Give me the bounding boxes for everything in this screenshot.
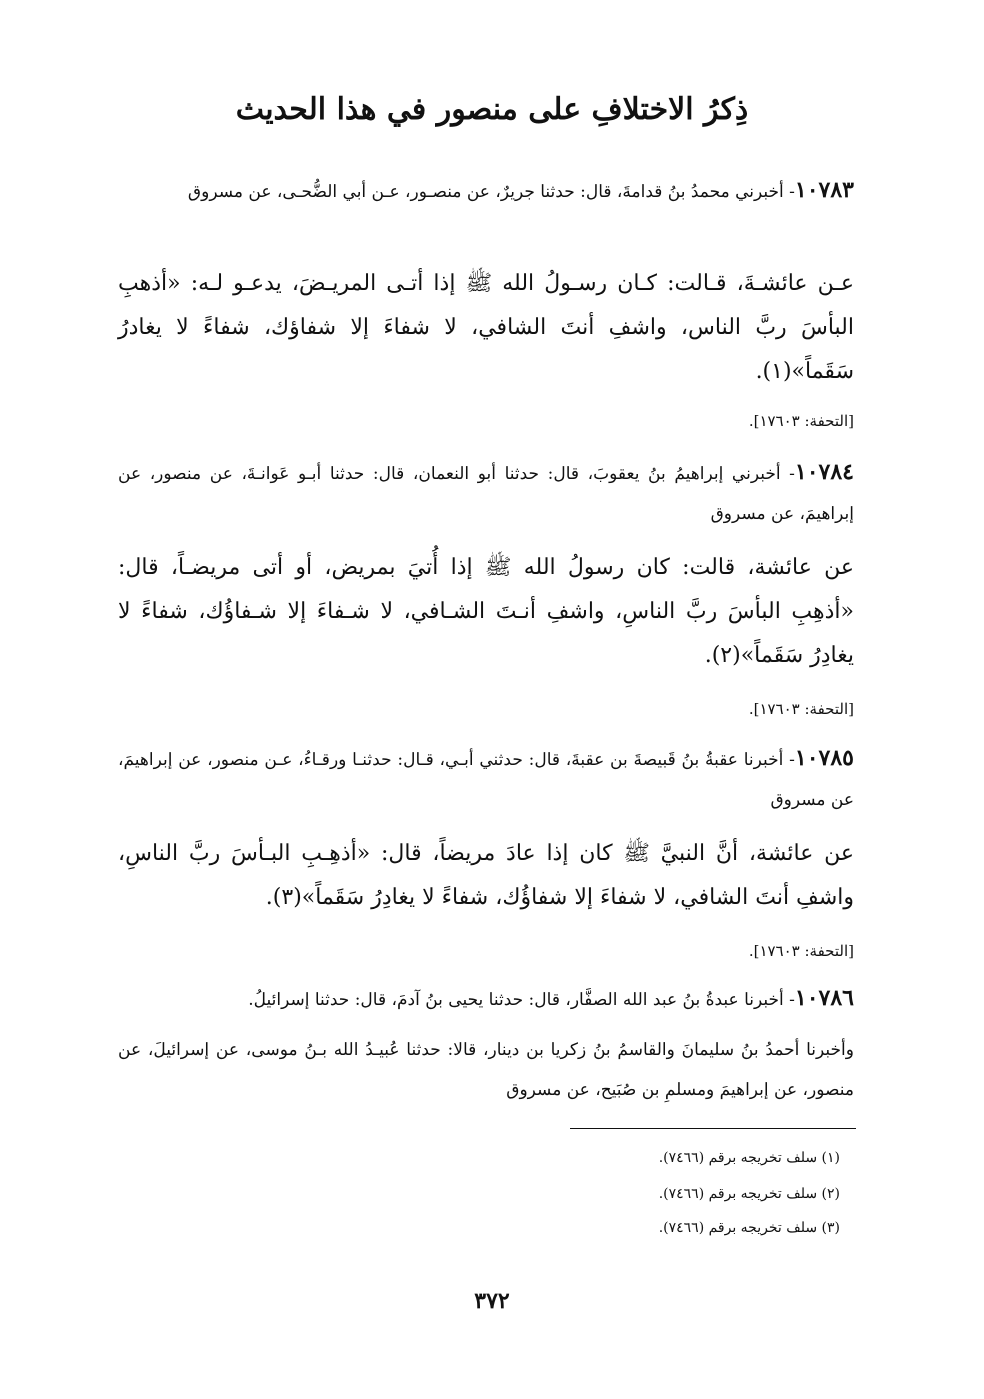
hadith-number: ١٠٧٨٤ <box>794 459 854 485</box>
hadith-matn: عـن عائشـةَ، قـالت: كـان رسـولُ الله ﷺ إذا أتـى المريـضَ، يدعـو لـه: «أذهبِ البأسَ ربَّ الناس، واشفِ أنتَ الشافي، لا شفاءَ إلا شفاؤك، شفاءً لا يغادرُ سَقَماً»(١). <box>118 271 854 384</box>
tuhfa-reference: [التحفة: ١٧٦٠٣]. <box>748 412 854 430</box>
hadith-isnad-continued: وأخبرنا أحمدُ بنُ سليمانَ والقاسمُ بنُ زكريا بن دينار، قالا: حدثنا عُبيـدُ الله بـنُ موسى، عن إسرائيلَ، عن منصور، عن إبراهيمَ ومسلمِ بن صُبَيح، عن مسروق <box>118 1040 854 1100</box>
isnad-text: - أخبرنا عبدةُ بنُ عبد الله الصفَّار، قال: حدثنا يحيى بنُ آدمَ، قال: حدثنا إسرائيلُ. <box>248 990 795 1010</box>
isnad-text: - أخبرني محمدُ بنُ قدامةَ، قال: حدثنا جريرٌ، عن منصـور، عـن أبي الضُّحـى، عن مسروق <box>187 182 795 202</box>
hadith-isnad <box>118 452 854 534</box>
tuhfa-reference: [التحفة: ١٧٦٠٣]. <box>748 942 854 960</box>
hadith-matn: عن عائشة، أنَّ النبيَّ ﷺ كان إذا عادَ مريضاً، قال: «أذهِـبِ البـأسَ ربَّ الناسِ، واشفِ أنتَ الشافي، لا شفاءَ إلا شفاؤُك، شفاءً لا يغادِرُ سَقَماً»(٣). <box>118 841 855 910</box>
footnote-divider <box>570 1128 856 1129</box>
footnote: (٣) سلف تخريجه برقم (٧٤٦٦). <box>658 1220 840 1236</box>
isnad-text: - أخبرنا عقبةُ بنُ قَبيصةَ بن عقبةَ، قال: حدثني أبـي، قـال: حدثنـا ورقـاءُ، عـن منصور، عن إبراهيمَ، عن مسروق <box>118 750 854 810</box>
hadith-number: ١٠٧٨٦ <box>794 985 854 1011</box>
hadith-matn: عن عائشة، قالت: كان رسولُ الله ﷺ إذا أُتيَ بمريض، أو أتى مريضـاً، قال: «أذهِبِ البأسَ ربَّ الناسِ، واشفِ أنـتَ الشـافي، لا شـفاءَ إلا شـفاؤُك، شفاءً لا يغادِرُ سَقَماً»(٢). <box>118 555 854 668</box>
section-heading: ذِكرُ الاختلافِ على منصور في هذا الحديث <box>235 92 749 127</box>
tuhfa-reference: [التحفة: ١٧٦٠٣]. <box>748 700 854 718</box>
hadith-isnad <box>118 738 854 820</box>
hadith-isnad <box>118 170 854 212</box>
hadith-number: ١٠٧٨٣ <box>794 177 854 203</box>
isnad-text: - أخبرني إبراهيمُ بنُ يعقوبَ، قال: حدثنا أبو النعمان، قال: حدثنا أبـو عَوانـةَ، عن منصور، عن إبراهيمَ، عن مسروق <box>118 464 854 524</box>
footnote: (٢) سلف تخريجه برقم (٧٤٦٦). <box>658 1186 840 1202</box>
footnote: (١) سلف تخريجه برقم (٧٤٦٦). <box>658 1150 840 1166</box>
hadith-isnad <box>118 978 854 1020</box>
hadith-number: ١٠٧٨٥ <box>794 745 854 771</box>
page-number: ٣٧٢ <box>474 1288 510 1314</box>
